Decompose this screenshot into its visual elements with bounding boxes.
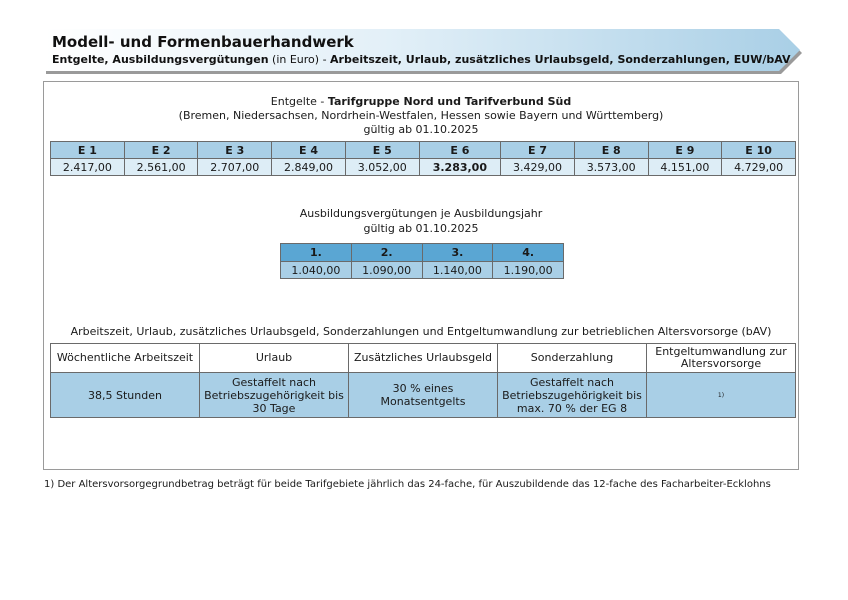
content-frame (43, 81, 799, 470)
page-subtitle: Entgelte, Ausbildungsvergütungen (in Euro) - Arbeitszeit, Urlaub, zusätzliches Urlaubsgeld, Sonderzahlungen, EUW/bAV (52, 53, 791, 66)
table-header-cell: Wöchentliche Arbeitszeit (51, 344, 200, 373)
footnote-reference: 1) (647, 373, 796, 418)
table-cell: 4.729,00 (722, 159, 796, 176)
entgelte-table (50, 141, 796, 176)
table-cell: 2.707,00 (198, 159, 272, 176)
table-header-row (281, 244, 564, 262)
ausbildung-table (280, 243, 564, 279)
table-header-cell: E 7 (501, 142, 575, 159)
table-header-cell: E 3 (198, 142, 272, 159)
table-row (51, 373, 796, 418)
table-header-cell: E 1 (51, 142, 125, 159)
table-cell-highlighted: 3.283,00 (419, 159, 501, 176)
table-header-cell: E 4 (272, 142, 346, 159)
arbeitszeit-heading: Arbeitszeit, Urlaub, zusätzliches Urlaubsgeld, Sonderzahlungen und Entgeltumwandlung zur betrieblichen Altersvorsorge (bAV) (70, 325, 772, 338)
table-header-cell: 4. (493, 244, 564, 262)
ausbildung-valid-date: gültig ab 01.10.2025 (363, 222, 479, 235)
ausbildung-heading: Ausbildungsvergütungen je Ausbildungsjahr (299, 207, 543, 220)
table-header-cell: Sonderzahlung (498, 344, 647, 373)
entgelte-valid-date: gültig ab 01.10.2025 (363, 123, 479, 136)
table-cell: 2.849,00 (272, 159, 346, 176)
table-cell: 3.573,00 (574, 159, 648, 176)
page-title: Modell- und Formenbauerhandwerk (52, 33, 354, 51)
table-header-cell: E 6 (419, 142, 501, 159)
header-banner (44, 29, 800, 73)
table-cell: 3.429,00 (501, 159, 575, 176)
table-header-cell: 2. (351, 244, 422, 262)
table-cell: 38,5 Stunden (51, 373, 200, 418)
table-row (281, 262, 564, 279)
table-cell: 1.040,00 (281, 262, 352, 279)
table-cell: 1.190,00 (493, 262, 564, 279)
table-cell: 2.417,00 (51, 159, 125, 176)
table-header-cell: Urlaub (200, 344, 349, 373)
table-cell: 4.151,00 (648, 159, 722, 176)
table-cell: 30 % eines Monatsentgelts (349, 373, 498, 418)
table-row (51, 159, 796, 176)
table-header-cell: 3. (422, 244, 493, 262)
table-header-cell: E 9 (648, 142, 722, 159)
footnote: 1) Der Altersvorsorgegrundbetrag beträgt für beide Tarifgebiete jährlich das 24-fache, für Auszubildende das 12-fache des Facharbeiter-Ecklohns (44, 479, 771, 490)
entgelte-heading: Entgelte - Tarifgruppe Nord und Tarifverbund Süd (270, 95, 572, 108)
table-header-cell: E 10 (722, 142, 796, 159)
table-header-cell: Zusätzliches Urlaubsgeld (349, 344, 498, 373)
arbeitszeit-table (50, 343, 796, 418)
table-header-cell: E 5 (345, 142, 419, 159)
table-cell: 2.561,00 (124, 159, 198, 176)
table-header-row (51, 344, 796, 373)
table-cell: 1.140,00 (422, 262, 493, 279)
table-header-cell: 1. (281, 244, 352, 262)
table-cell: Gestaffelt nach Betriebszugehörigkeit bis 30 Tage (200, 373, 349, 418)
table-header-cell: E 2 (124, 142, 198, 159)
table-header-cell: E 8 (574, 142, 648, 159)
table-cell: 3.052,00 (345, 159, 419, 176)
entgelte-regions: (Bremen, Niedersachsen, Nordrhein-Westfalen, Hessen sowie Bayern und Württemberg) (178, 109, 664, 122)
table-header-row (51, 142, 796, 159)
table-header-cell: Entgeltumwandlung zur Altersvorsorge (647, 344, 796, 373)
table-cell: Gestaffelt nach Betriebszugehörigkeit bis max. 70 % der EG 8 (498, 373, 647, 418)
table-cell: 1.090,00 (351, 262, 422, 279)
